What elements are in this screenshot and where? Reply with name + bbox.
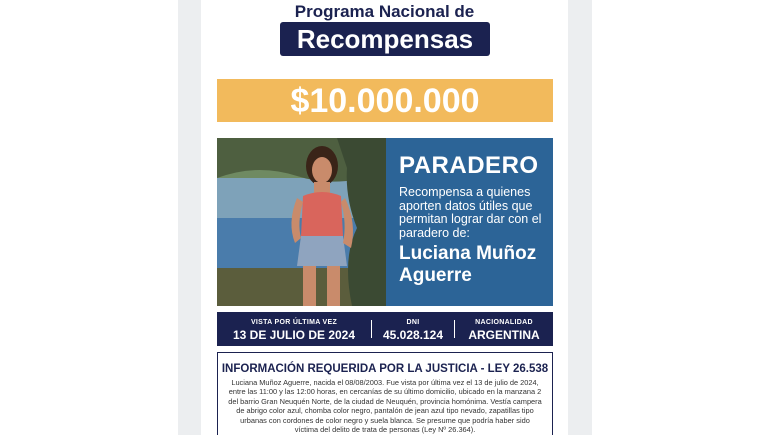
missing-person-name: Luciana Muñoz Aguerre xyxy=(399,243,537,286)
legal-body: Luciana Muñoz Aguerre, nacida el 08/08/2003. Fue vista por última vez el 13 de julio de 2024, entre las 11:00 y las 12:00 horas, en cercanías de su último domicilio, ubicado en la manzana 2 del barrio Gran Neuquén Norte, de la ciudad de Neuquén, provincia homónima. Vestía campera de abrigo color azul, chomba color negro, pantalón de jean azul tipo nevado, zapatillas tipo urbanas con cordones de color negro y suela blanca. Se presume que podría haber sido víctima del delito de trata de personas (Ley Nº 26.364). xyxy=(228,378,542,435)
stat-last-seen xyxy=(217,312,371,346)
stat-label: VISTA POR ÚLTIMA VEZ xyxy=(250,319,338,326)
left-margin xyxy=(0,0,178,435)
reward-description: Recompensa a quienes aporten datos útiles que permitan lograr dar con el paradero de: xyxy=(399,185,542,240)
stat-label: NACIONALIDAD xyxy=(475,319,533,326)
stat-value: ARGENTINA xyxy=(468,328,540,342)
legal-info-box xyxy=(217,352,553,435)
section-title: PARADERO xyxy=(399,152,539,179)
reward-amount: $10.000.000 xyxy=(217,79,553,122)
stat-value: 13 DE JULIO DE 2024 xyxy=(232,328,356,342)
stat-label: DNI xyxy=(406,319,420,326)
missing-person-photo xyxy=(217,138,386,306)
photo-of-missing-person-icon xyxy=(217,138,386,306)
program-title: Programa Nacional de xyxy=(294,2,475,21)
stat-dni xyxy=(372,312,454,346)
program-subtitle-banner: Recompensas xyxy=(280,22,490,56)
legal-title: INFORMACIÓN REQUERIDA POR LA JUSTICIA - LEY 26.538 xyxy=(221,363,549,375)
stat-value: 45.028.124 xyxy=(382,328,444,342)
person-stats-bar xyxy=(217,312,553,346)
stat-nationality xyxy=(455,312,553,346)
whereabouts-panel xyxy=(386,138,553,306)
reward-poster xyxy=(201,0,568,435)
